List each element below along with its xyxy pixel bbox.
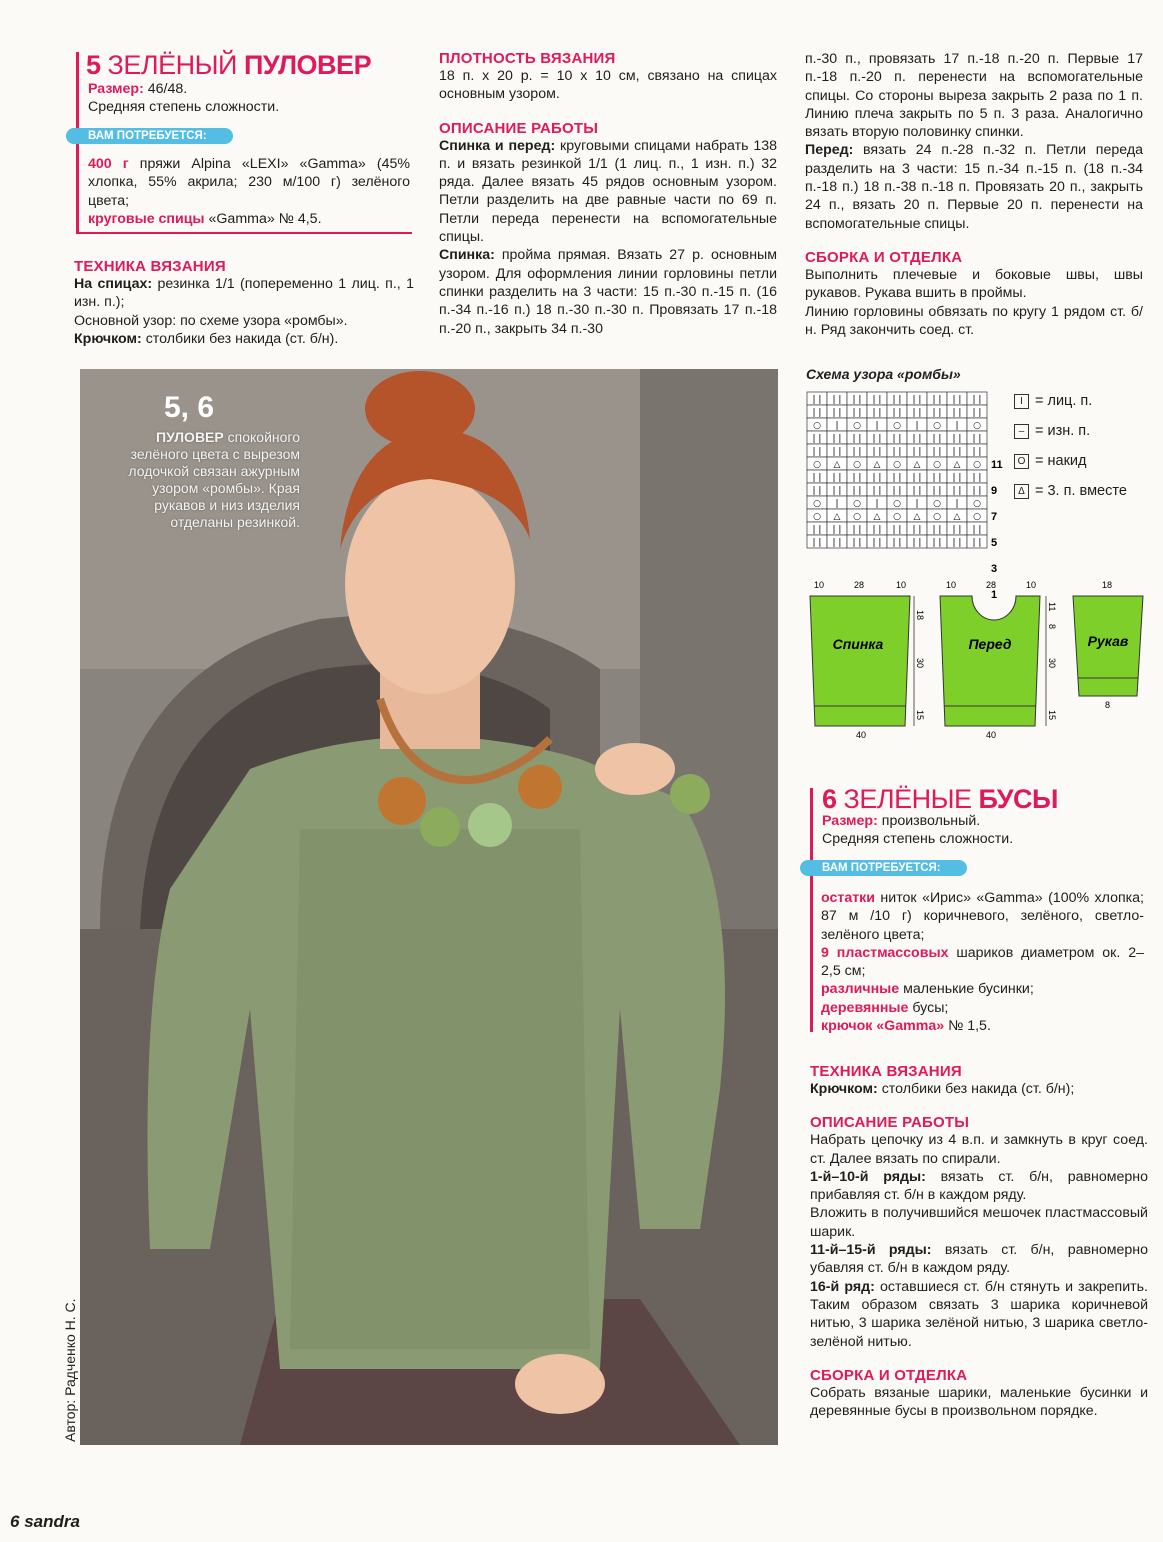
svg-text:15: 15 [915, 710, 925, 721]
beads-accent-bar [810, 788, 813, 1032]
schematic-sleeve [1073, 580, 1143, 710]
schematic-front [940, 580, 1057, 740]
svg-text:| |: | | [812, 525, 822, 535]
svg-text:○: ○ [973, 499, 981, 509]
svg-text:10: 10 [946, 580, 957, 590]
svg-text:18: 18 [1102, 580, 1113, 590]
svg-text:| |: | | [812, 434, 822, 444]
technique-section: ТЕХНИКА ВЯЗАНИЯ На спицах: резинка 1/1 (попеременно 1 лиц. п., 1 изн. п.); Основной узор: по схеме узора «ромбы». Крючком: столбики без накида (ст. б/н). [74, 258, 414, 347]
svg-text:| |: | | [912, 434, 922, 444]
svg-text:| |: | | [972, 395, 982, 405]
svg-text:| |: | | [932, 408, 942, 418]
svg-text:| |: | | [972, 473, 982, 483]
svg-text:○: ○ [813, 499, 821, 509]
svg-text:|: | [875, 421, 879, 431]
description-text: Спинка и перед: круговыми спицами набрать 138 п. и вязать резинкой 1/1 (1 лиц. п., 1 изн. п.) 32 ряда. Далее вязать 45 рядов основным узором. Петли разделить на две равные части по 69 п. Петли переда перенести на вспомогательные спицы. Спинка: пройма прямая. Вязать 27 р. основным узором. Для оформления линии горловины петли спинки разделить на 3 части: 15 п.-30 п.-15 п. (16 п.-34 п.-16 п.) 18 п.-30 п.-30 п. Провязать 17 п.-18 п.-20 п., закрыть 34 п.-30 [439, 137, 777, 337]
svg-text:| |: | | [912, 538, 922, 548]
svg-text:| |: | | [872, 395, 882, 405]
svg-text:18: 18 [915, 610, 925, 621]
svg-text:| |: | | [832, 473, 842, 483]
svg-text:| |: | | [912, 473, 922, 483]
svg-text:28: 28 [854, 580, 865, 590]
svg-text:| |: | | [932, 486, 942, 496]
svg-text:| |: | | [852, 525, 862, 535]
svg-text:△: △ [873, 460, 881, 470]
svg-text:○: ○ [853, 421, 861, 431]
svg-text:|: | [955, 499, 959, 509]
photo-caption: ПУЛОВЕР спокойного зелёного цвета с вырезом лодочкой связан ажурным узором «ромбы». Края рукавов и низ изделия отделаны резинкой. [128, 429, 300, 530]
svg-text:8: 8 [1105, 700, 1111, 710]
pattern-row-label: 3 [991, 563, 998, 575]
svg-text:○: ○ [933, 421, 941, 431]
svg-text:| |: | | [932, 525, 942, 535]
svg-text:| |: | | [892, 395, 902, 405]
svg-text:|: | [835, 421, 839, 431]
svg-text:| |: | | [852, 434, 862, 444]
legend-knit: I = лиц. п. [1014, 386, 1127, 416]
author-credit: Автор: Радченко Н. С. [62, 1298, 78, 1442]
pattern-legend [1014, 386, 1127, 506]
beads-assembly-title: СБОРКА И ОТДЕЛКА [810, 1366, 968, 1384]
svg-text:| |: | | [912, 447, 922, 457]
svg-text:|: | [875, 499, 879, 509]
svg-text:| |: | | [972, 447, 982, 457]
svg-text:| |: | | [852, 486, 862, 496]
beads-desc-text: Набрать цепочку из 4 в.п. и замкнуть в круг соед. ст. Далее вязать по спирали. 1-й–10-й ряды: вязать ст. б/н, равномерно прибавляя ст. б/н в каждом ряду. Вложить в получившийся мешочек пластмассовый шарик. 11-й–15-й ряды: вязать ст. б/н, равномерно убавляя ст. б/н в каждом ряду. 16-й ряд: оставшиеся ст. б/н стянуть и закрепить. Таким образом связать 3 шарика коричневой нитью, 3 шарика зелёной нитью, 3 шарика светло-зелёной нитью. [810, 1132, 1148, 1350]
svg-text:| |: | | [952, 538, 962, 548]
svg-text:△: △ [953, 460, 961, 470]
svg-text:10: 10 [1026, 580, 1037, 590]
beads-assembly-text: Собрать вязаные шарики, маленькие бусинки и деревянные бусы в произвольном порядке. [810, 1384, 1148, 1420]
svg-text:| |: | | [972, 538, 982, 548]
svg-text:| |: | | [812, 408, 822, 418]
svg-text:10: 10 [814, 580, 825, 590]
svg-text:| |: | | [832, 408, 842, 418]
svg-text:| |: | | [812, 395, 822, 405]
svg-text:○: ○ [933, 512, 941, 522]
svg-text:| |: | | [812, 486, 822, 496]
column-3 [805, 50, 1143, 339]
pullover-materials: 400 г пряжи Alpina «LEXI» «Gamma» (45% хлопка, 55% акрила; 230 м/100 г) зелёного цвета; круговые спицы «Gamma» № 4,5. [88, 156, 410, 227]
legend-purl: – = изн. п. [1014, 416, 1127, 446]
schematics [800, 578, 1150, 746]
svg-text:| |: | | [852, 395, 862, 405]
svg-text:○: ○ [893, 499, 901, 509]
svg-text:| |: | | [952, 525, 962, 535]
column-2 [439, 50, 777, 338]
schematic-back [810, 580, 925, 740]
svg-text:△: △ [833, 460, 841, 470]
svg-text:○: ○ [973, 460, 981, 470]
svg-text:| |: | | [872, 473, 882, 483]
back-label: Спинка [832, 636, 884, 652]
svg-text:| |: | | [832, 538, 842, 548]
svg-text:| |: | | [892, 486, 902, 496]
svg-text:| |: | | [892, 525, 902, 535]
description-title: ОПИСАНИЕ РАБОТЫ [439, 119, 599, 137]
svg-text:△: △ [913, 460, 921, 470]
legend-k3tog: Δ = 3. п. вместе [1014, 476, 1127, 506]
svg-text:| |: | | [952, 486, 962, 496]
svg-text:| |: | | [892, 538, 902, 548]
beads-tech-title: ТЕХНИКА ВЯЗАНИЯ [810, 1063, 962, 1080]
svg-text:△: △ [913, 512, 921, 522]
legend-yo: O = накид [1014, 446, 1127, 476]
assembly-title: СБОРКА И ОТДЕЛКА [805, 248, 963, 266]
technique-title: ТЕХНИКА ВЯЗАНИЯ [74, 258, 226, 275]
svg-text:| |: | | [852, 473, 862, 483]
svg-text:| |: | | [872, 408, 882, 418]
need-badge: ВАМ ПОТРЕБУЕТСЯ: [66, 126, 233, 144]
front-label: Перед [968, 636, 1012, 652]
svg-text:| |: | | [872, 447, 882, 457]
svg-text:| |: | | [812, 538, 822, 548]
density-text: 18 п. х 20 р. = 10 х 10 см, связано на спицах основным узором. [439, 68, 777, 103]
svg-text:| |: | | [852, 447, 862, 457]
svg-text:| |: | | [832, 434, 842, 444]
pattern-title: Схема узора «ромбы» [806, 366, 961, 382]
page-footer [10, 1512, 80, 1532]
svg-text:11: 11 [1047, 602, 1057, 612]
svg-text:| |: | | [952, 408, 962, 418]
svg-text:△: △ [833, 512, 841, 522]
svg-text:△: △ [873, 512, 881, 522]
svg-text:| |: | | [912, 486, 922, 496]
svg-text:|: | [955, 421, 959, 431]
svg-text:| |: | | [932, 447, 942, 457]
svg-text:| |: | | [872, 538, 882, 548]
svg-text:| |: | | [872, 434, 882, 444]
pullover-size-block: Размер: 46/48. Средняя степень сложности. [88, 81, 280, 116]
svg-text:○: ○ [853, 512, 861, 522]
pattern-row-label: 1 [991, 589, 998, 601]
svg-text:| |: | | [912, 408, 922, 418]
svg-text:28: 28 [986, 580, 997, 590]
svg-text:| |: | | [912, 395, 922, 405]
svg-text:| |: | | [832, 486, 842, 496]
beads-body: ТЕХНИКА ВЯЗАНИЯ Крючком: столбики без накида (ст. б/н); ОПИСАНИЕ РАБОТЫ Набрать цепочку из 4 в.п. и замкнуть в круг соед. ст. Далее вязать по спирали. 1-й–10-й ряды: вязать ст. б/н, равномерно прибавляя ст. б/н в каждом ряду. Вложить в получившийся мешочек пластмассовый шарик. 11-й–15-й ряды: вязать ст. б/н, равномерно убавляя ст. б/н в каждом ряду. 16-й ряд: оставшиеся ст. б/н стянуть и закрепить. Таким образом связать 3 шарика коричневой нитью, 3 шарика зелёной нитью, 3 шарика светло-зелёной нитью. СБОРКА И ОТДЕЛКА Собрать вязаные шарики, маленькие бусинки и деревянные бусы в произвольном порядке. [810, 1063, 1148, 1420]
svg-text:| |: | | [892, 408, 902, 418]
brand-name: sandra [24, 1512, 80, 1531]
svg-text:| |: | | [932, 395, 942, 405]
svg-text:40: 40 [986, 730, 997, 740]
svg-text:○: ○ [813, 421, 821, 431]
svg-text:○: ○ [973, 421, 981, 431]
svg-text:| |: | | [892, 434, 902, 444]
svg-text:|: | [915, 499, 919, 509]
svg-text:40: 40 [856, 730, 867, 740]
svg-text:|: | [835, 499, 839, 509]
svg-text:○: ○ [813, 512, 821, 522]
svg-text:| |: | | [952, 434, 962, 444]
svg-text:| |: | | [852, 538, 862, 548]
svg-text:| |: | | [872, 486, 882, 496]
density-title: ПЛОТНОСТЬ ВЯЗАНИЯ [439, 50, 616, 67]
svg-text:| |: | | [932, 434, 942, 444]
svg-text:| |: | | [932, 473, 942, 483]
svg-text:| |: | | [952, 395, 962, 405]
svg-text:○: ○ [893, 512, 901, 522]
col3-text: п.-30 п., провязать 17 п.-18 п.-20 п. Первые 17 п.-18 п.-20 п. перенести на вспомогательные спицы. Со стороны выреза закрыть 2 раза по 1 п. Линию плеча закрыть по 5 п. 3 раза. Аналогично вязать вторую половинку спинки. Перед: вязать 24 п.-28 п.-32 п. Петли переда разделить на 3 части: 15 п.-34 п.-15 п. (18 п.-34 п.-18 п.) 18 п.-38 п.-18 п. Провязать 20 п., закрыть 24 п., вязать 20 п. Первые 20 п. перенести на вспомогательные спицы. [805, 51, 1143, 232]
assembly-text: Выполнить плечевые и боковые швы, швы рукавов. Рукава вшить в проймы. Линию горловины обвязать по кругу 1 рядом ст. б/н. Ряд закончить соед. ст. [805, 266, 1143, 338]
svg-text:| |: | | [892, 473, 902, 483]
svg-text:| |: | | [812, 447, 822, 457]
sleeve-label: Рукав [1087, 633, 1129, 649]
svg-text:| |: | | [892, 447, 902, 457]
svg-text:| |: | | [812, 473, 822, 483]
pattern-row-label: 9 [991, 485, 998, 497]
svg-text:△: △ [953, 512, 961, 522]
svg-text:| |: | | [972, 408, 982, 418]
svg-text:○: ○ [893, 421, 901, 431]
pullover-title: 5 ЗЕЛЁНЫЙ ПУЛОВЕР [86, 50, 372, 80]
svg-text:15: 15 [1047, 710, 1057, 721]
svg-text:○: ○ [853, 460, 861, 470]
beads-size: Размер: произвольный. Средняя степень сложности. [822, 813, 1014, 848]
svg-text:| |: | | [912, 525, 922, 535]
svg-text:8: 8 [1047, 624, 1057, 630]
pattern-row-label: 5 [991, 537, 998, 549]
svg-text:○: ○ [933, 460, 941, 470]
beads-desc-title: ОПИСАНИЕ РАБОТЫ [810, 1114, 970, 1132]
svg-text:| |: | | [952, 447, 962, 457]
accent-line-bottom [76, 232, 412, 234]
svg-text:○: ○ [853, 499, 861, 509]
svg-text:| |: | | [932, 538, 942, 548]
svg-text:| |: | | [872, 525, 882, 535]
svg-text:○: ○ [973, 512, 981, 522]
photo-caption-number: 5, 6 [164, 391, 215, 424]
svg-text:| |: | | [832, 395, 842, 405]
svg-text:| |: | | [832, 525, 842, 535]
pattern-row-label: 7 [991, 511, 998, 523]
svg-text:| |: | | [852, 408, 862, 418]
page-number: 6 [10, 1512, 20, 1531]
beads-need-badge: ВАМ ПОТРЕБУЕТСЯ: [800, 858, 967, 876]
svg-text:| |: | | [952, 473, 962, 483]
svg-text:○: ○ [813, 460, 821, 470]
beads-materials: остатки ниток «Ирис» «Gamma» (100% хлопка; 87 м /10 г) коричневого, зелёного, светло-зелёного цвета; 9 пластмассовых шариков диаметром ок. 2–2,5 см; различные маленькие бусинки; деревянные бусы; крючок «Gamma» № 1,5. [821, 890, 1144, 1035]
svg-text:| |: | | [972, 486, 982, 496]
pattern-row-label: 11 [991, 459, 1003, 471]
svg-text:| |: | | [972, 525, 982, 535]
svg-text:○: ○ [893, 460, 901, 470]
svg-text:○: ○ [933, 499, 941, 509]
svg-text:30: 30 [1047, 658, 1057, 669]
beads-title: 6 ЗЕЛЁНЫЕ БУСЫ [822, 784, 1058, 814]
svg-text:| |: | | [972, 434, 982, 444]
svg-text:|: | [915, 421, 919, 431]
svg-text:30: 30 [915, 658, 925, 669]
svg-text:| |: | | [832, 447, 842, 457]
photo [80, 369, 778, 1445]
svg-text:10: 10 [896, 580, 907, 590]
